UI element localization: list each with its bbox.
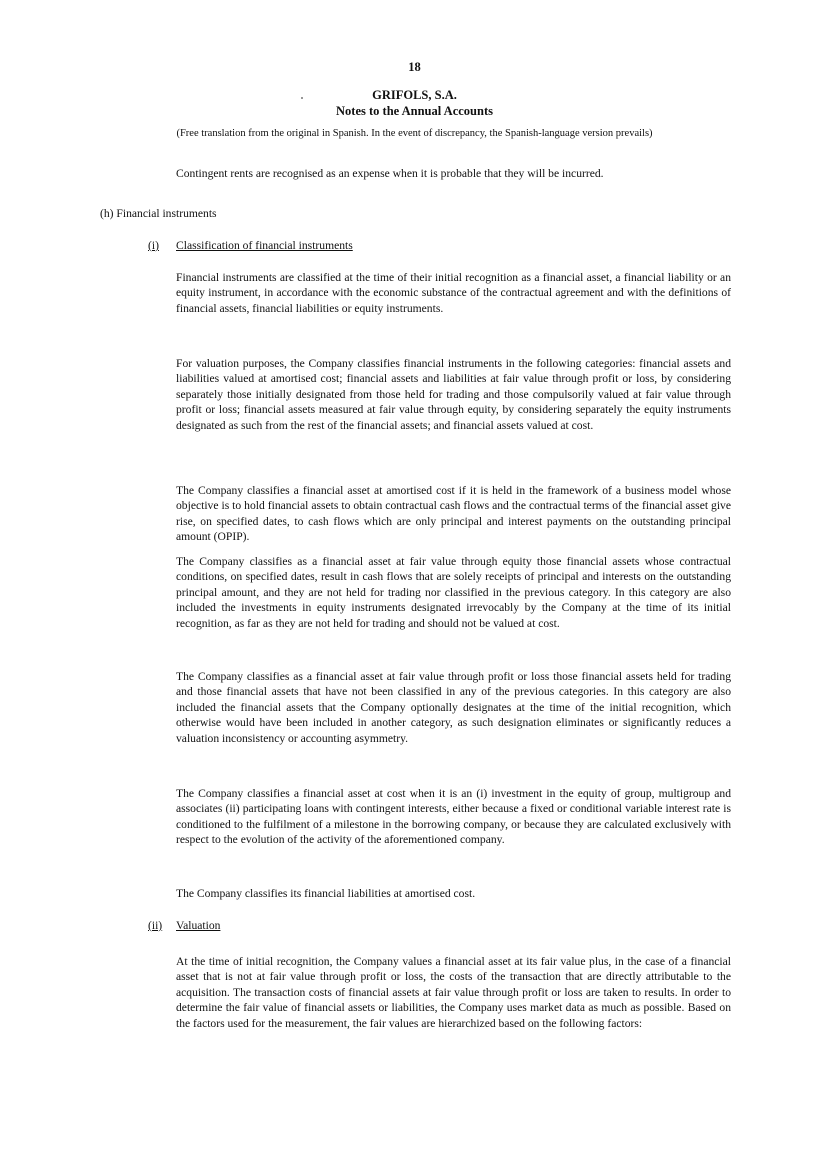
subheading-number: (ii) [148, 919, 163, 932]
subheading-classification [148, 238, 648, 253]
subheading-title: Classification of financial instruments [176, 239, 353, 252]
paragraph-fair-value-equity: The Company classifies as a financial asset at fair value through equity those financial assets whose contractual conditions, on specified dates, result in cash flows that are solely receipts of principal and interests on the outstanding principal amount, and they are not held for trading nor classified in the previous category. In this category are also included the investments in equity instruments designated irrevocably by the Company at the time of its initial recognition, as far as they are not held for trading and should not be valued at cost. [176, 555, 731, 630]
paragraph-amortised-cost: The Company classifies a financial asset at amortised cost if it is held in the framework of a business model whose objective is to hold financial assets to obtain contractual cash flows and the contractual terms of the financial asset give rise, on specified dates, to cash flows which are only principal and interest payments on the outstanding principal amount (OPIP). [176, 484, 731, 544]
paragraph-valuation-categories: For valuation purposes, the Company classifies financial instruments in the following categories: financial assets and liabilities valued at amortised cost; financial assets and liabilities at fair value through profit or loss, by considering separately those initially designated from those held for trading and those compulsorily valued at fair value through profit or loss; financial assets measured at fair value through equity, by considering separately the equity instruments designated as such from the rest of the financial assets; and financial assets valued at cost. [176, 357, 731, 432]
paragraph-classification-intro: Financial instruments are classified at the time of their initial recognition as a financial asset, a financial liability or an equity instrument, in accordance with the economic substance of the contractual agreement and with the definitions of financial assets, financial liabilities or equity instruments. [176, 271, 731, 315]
section-heading-financial-instruments: (h) Financial instruments [100, 207, 217, 220]
paragraph-fair-value-profit-loss: The Company classifies as a financial asset at fair value through profit or loss those financial assets held for trading and those financial assets that have not been classified in any of the previous categories. In this category are also included the financial assets that the Company optionally designates at the time of the initial recognition, which otherwise would have been included in another category, as such designation eliminates or significantly reduces a valuation inconsistency or accounting asymmetry. [176, 670, 731, 745]
page-number: 18 [408, 60, 421, 74]
subheading-number: (i) [148, 239, 159, 252]
company-name: GRIFOLS, S.A. [372, 88, 457, 102]
paragraph-asset-at-cost: The Company classifies a financial asset at cost when it is an (i) investment in the equity of group, multigroup and associates (ii) participating loans with contingent interests, either because a fixed or conditional variable interest rate is conditioned to the fulfilment of a milestone in the borrowing company, or because they are calculated exclusively with respect to the evolution of the activity of the aforementioned company. [176, 787, 731, 847]
document-title: Notes to the Annual Accounts [336, 104, 493, 118]
translation-note: (Free translation from the original in Spanish. In the event of discrepancy, the Spanish-language version prevails) [176, 128, 653, 139]
subheading-valuation [148, 918, 648, 933]
subheading-title: Valuation [176, 919, 221, 932]
paragraph-financial-liabilities: The Company classifies its financial liabilities at amortised cost. [176, 887, 476, 900]
paragraph-initial-recognition: At the time of initial recognition, the Company values a financial asset at its fair value plus, in the case of a financial asset that is not at fair value through profit or loss, the costs of the transaction that are directly attributable to the acquisition. The transaction costs of financial assets at fair value through profit or loss are taken to results. In order to determine the fair value of financial assets or liabilities, the Company uses market data as much as possible. Based on the factors used for the measurement, the fair values are hierarchized based on the following factors: [176, 955, 731, 1030]
intro-paragraph: Contingent rents are recognised as an expense when it is probable that they will be incurred. [176, 167, 604, 180]
